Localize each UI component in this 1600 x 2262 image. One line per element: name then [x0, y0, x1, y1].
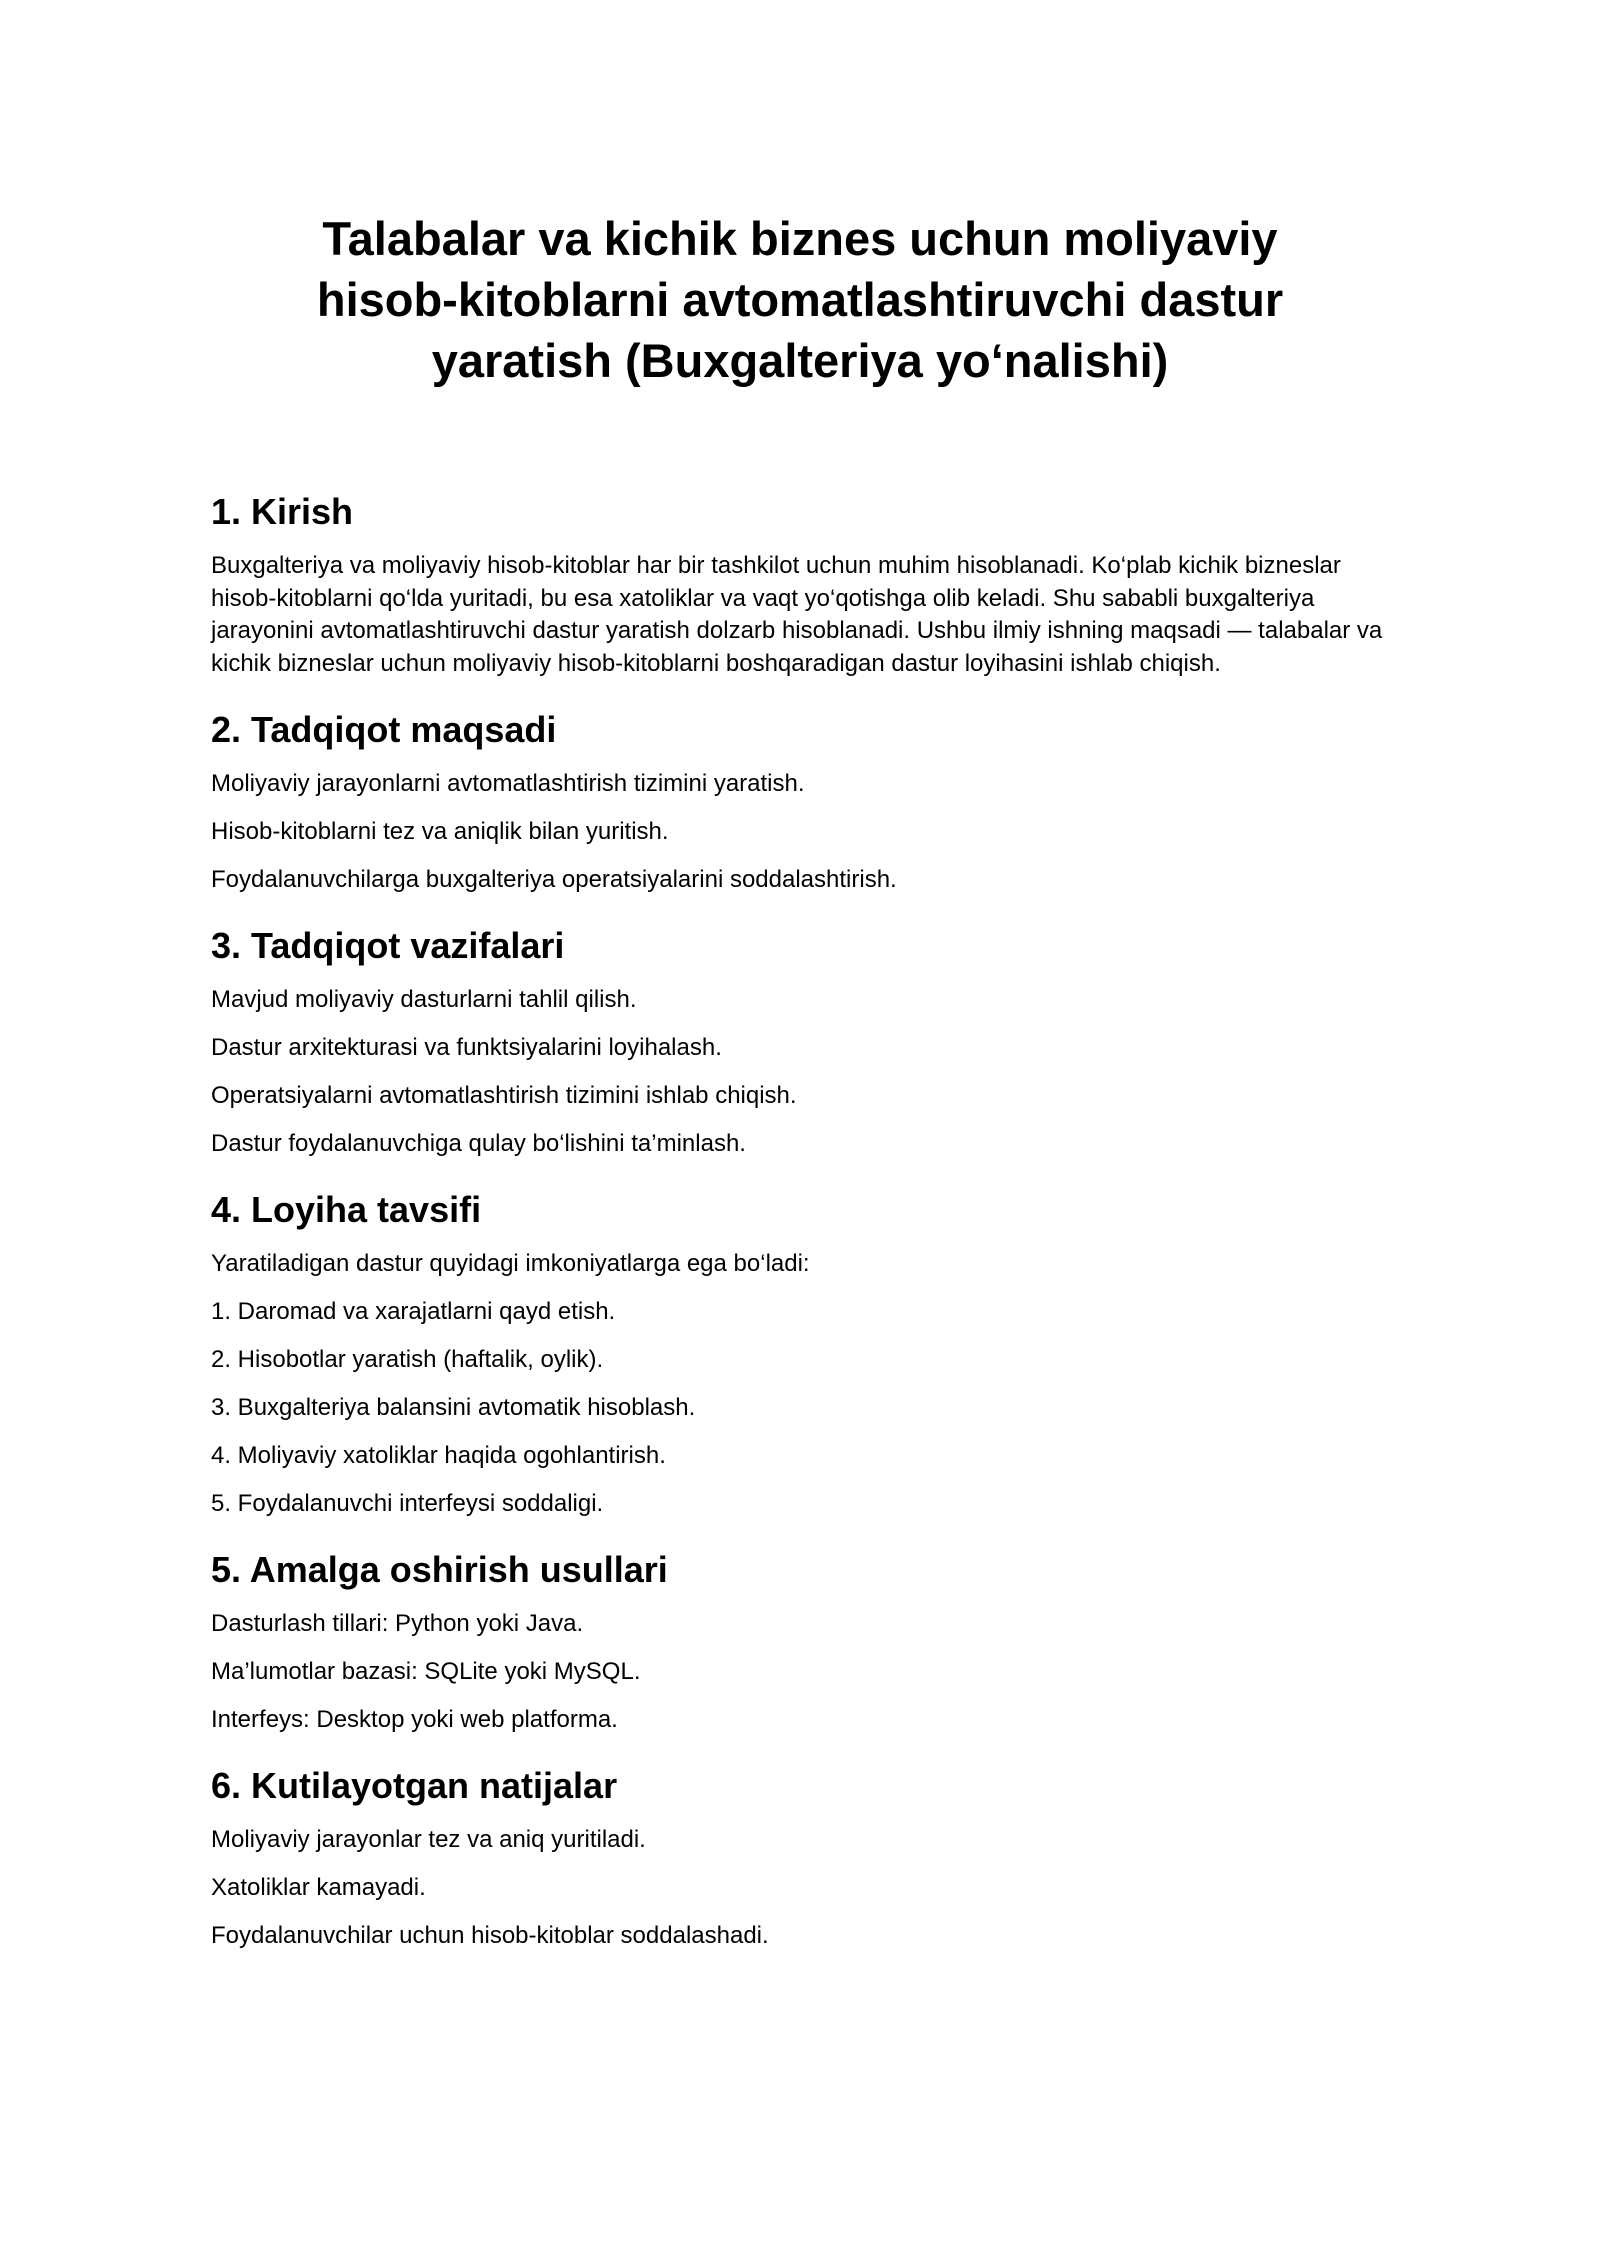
title-line: hisob-kitoblarni avtomatlashtiruvchi dastur	[316, 273, 1284, 326]
numbered-item: 3. Buxgalteriya balansini avtomatik hisoblash.	[211, 1394, 696, 1421]
section-line: Foydalanuvchilarga buxgalteriya operatsiyalarini soddalashtirish.	[211, 866, 897, 893]
section-kirish	[211, 490, 1411, 680]
title-line: yaratish (Buxgalteriya yo‘nalishi)	[431, 334, 1169, 387]
section-heading: 2. Tadqiqot maqsadi	[211, 709, 557, 750]
section-paragraph: Buxgalteriya va moliyaviy hisob-kitoblar har bir tashkilot uchun muhim hisoblanadi. Ko‘plab kichik bizneslar hisob-kitoblarni qo‘lda yuritadi, bu esa xatoliklar va vaqt yo‘qotishga olib keladi. Shu sababli buxgalteriya jarayonini avtomatlashtiruvchi dastur yaratish dolzarb hisoblanadi. Ushbu ilmiy ishning maqsadi — talabalar va kichik bizneslar uchun moliyaviy hisob-kitoblarni boshqaradigan dastur loyihasini ishlab chiqish.	[211, 552, 1383, 677]
title-line: Talabalar va kichik biznes uchun moliyaviy	[322, 212, 1278, 265]
section-line: Mavjud moliyaviy dasturlarni tahlil qilish.	[211, 986, 637, 1013]
section-line: Moliyaviy jarayonlarni avtomatlashtirish tizimini yaratish.	[211, 770, 805, 797]
numbered-item: 4. Moliyaviy xatoliklar haqida ogohlantirish.	[211, 1442, 666, 1469]
section-heading: 3. Tadqiqot vazifalari	[211, 925, 565, 966]
section-line: Ma’lumotlar bazasi: SQLite yoki MySQL.	[211, 1658, 641, 1685]
section-line: Xatoliklar kamayadi.	[211, 1874, 426, 1901]
document-title	[240, 208, 1360, 391]
section-line: Moliyaviy jarayonlar tez va aniq yuritiladi.	[211, 1826, 646, 1853]
section-line: Foydalanuvchilar uchun hisob-kitoblar soddalashadi.	[211, 1922, 769, 1949]
section-line: Interfeys: Desktop yoki web platforma.	[211, 1706, 618, 1733]
section-line: Dasturlash tillari: Python yoki Java.	[211, 1610, 584, 1637]
numbered-item: 1. Daromad va xarajatlarni qayd etish.	[211, 1298, 616, 1325]
section-amalga-oshirish-usullari	[211, 1548, 1411, 1736]
section-loyiha-tavsifi	[211, 1188, 1411, 1520]
document-body	[211, 490, 1411, 1980]
section-line: Dastur foydalanuvchiga qulay bo‘lishini ta’minlash.	[211, 1130, 746, 1157]
section-heading: 1. Kirish	[211, 491, 354, 532]
numbered-item: 2. Hisobotlar yaratish (haftalik, oylik).	[211, 1346, 604, 1373]
section-heading: 5. Amalga oshirish usullari	[211, 1549, 668, 1590]
section-line: Yaratiladigan dastur quyidagi imkoniyatlarga ega bo‘ladi:	[211, 1250, 810, 1277]
section-line: Dastur arxitekturasi va funktsiyalarini loyihalash.	[211, 1034, 722, 1061]
section-heading: 6. Kutilayotgan natijalar	[211, 1765, 618, 1806]
section-heading: 4. Loyiha tavsifi	[211, 1189, 482, 1230]
section-kutilayotgan-natijalar	[211, 1764, 1411, 1952]
numbered-item: 5. Foydalanuvchi interfeysi soddaligi.	[211, 1490, 604, 1517]
section-line: Operatsiyalarni avtomatlashtirish tizimini ishlab chiqish.	[211, 1082, 797, 1109]
section-line: Hisob-kitoblarni tez va aniqlik bilan yuritish.	[211, 818, 669, 845]
section-tadqiqot-vazifalari	[211, 924, 1411, 1160]
section-tadqiqot-maqsadi	[211, 708, 1411, 896]
